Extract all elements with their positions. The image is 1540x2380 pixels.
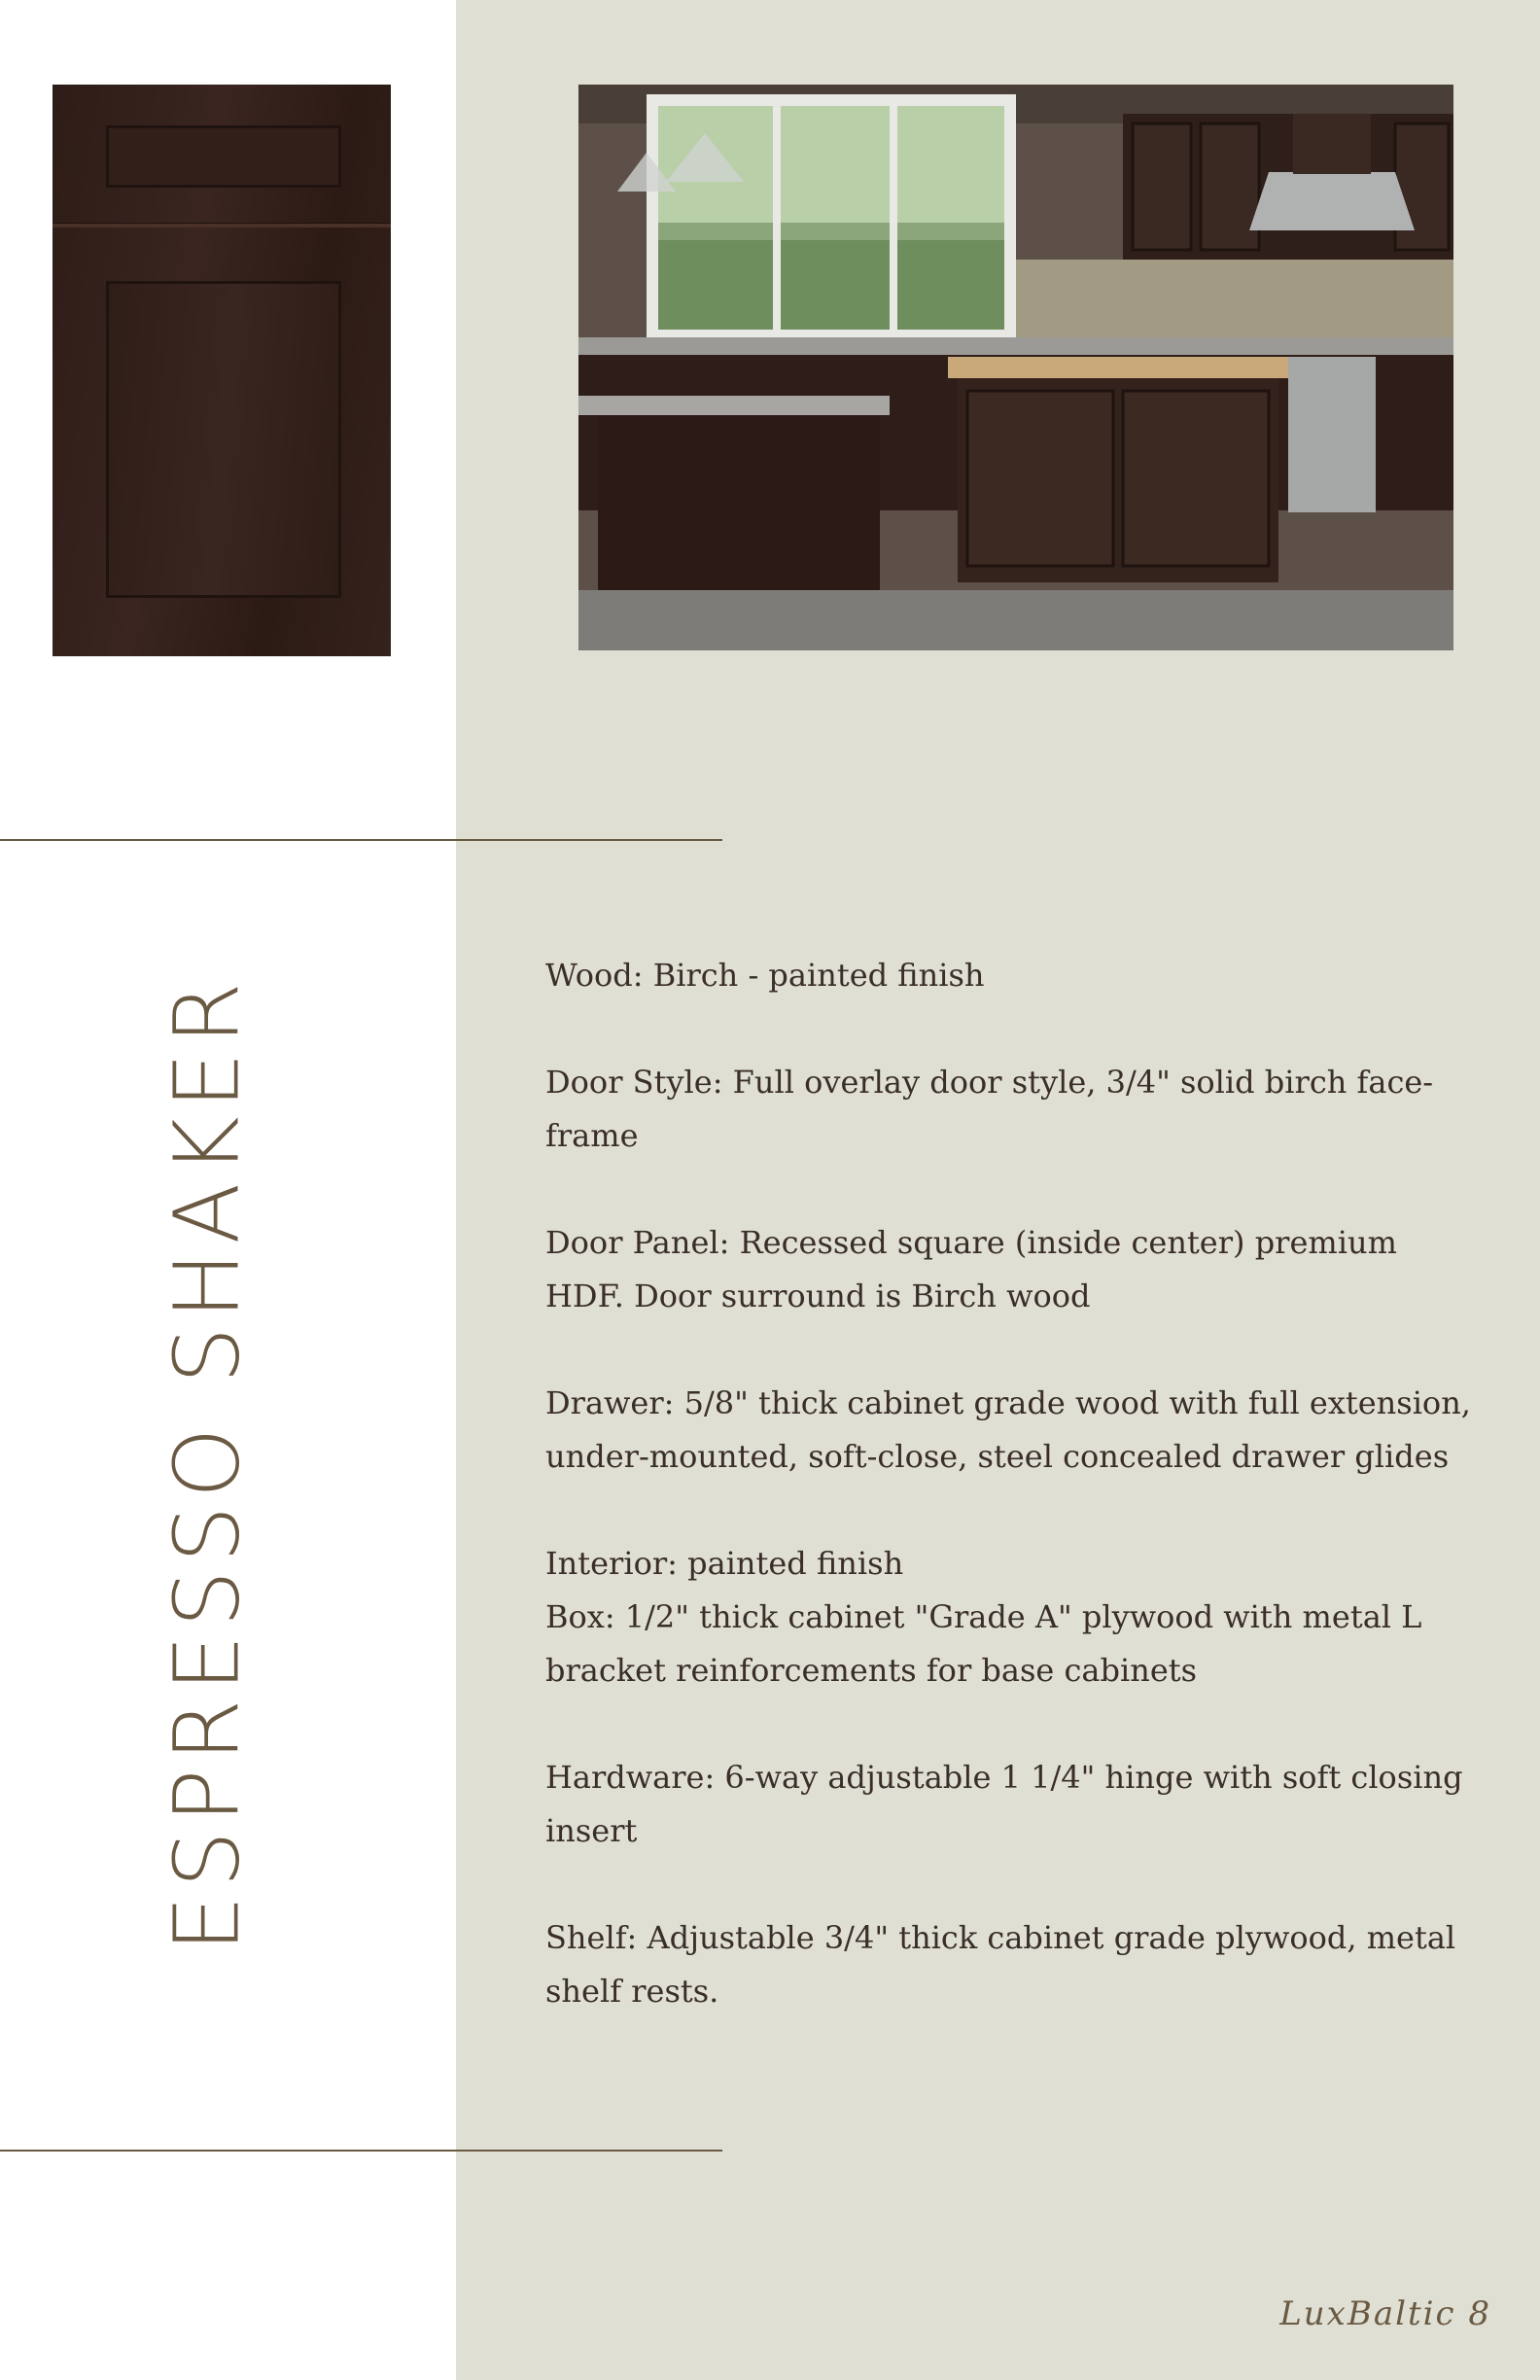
door-drawer-panel — [106, 125, 341, 188]
kitchen-photo — [578, 85, 1453, 650]
spec-list — [545, 949, 1479, 2072]
page-footer: LuxBaltic 8 — [1279, 2294, 1491, 2333]
product-title: ESPRESSO SHAKER — [155, 974, 260, 1952]
spec-door-style: Door Style: Full overlay door style, 3/4" solid birch face-frame — [545, 1064, 1434, 1154]
door-swatch-image — [52, 85, 391, 656]
spec-interior: Interior: painted finish — [545, 1545, 904, 1582]
spec-wood: Wood: Birch - painted finish — [545, 957, 985, 994]
spec-box: Box: 1/2" thick cabinet "Grade A" plywood with metal L bracket reinforcements for base cabinets — [545, 1598, 1422, 1689]
spec-drawer: Drawer: 5/8" thick cabinet grade wood with full extension, under-mounted, soft-close, steel concealed drawer glides — [545, 1384, 1471, 1475]
divider-bottom — [0, 2150, 722, 2152]
spec-hardware: Hardware: 6-way adjustable 1 1/4" hinge with soft closing insert — [545, 1759, 1463, 1849]
door-main-panel — [106, 281, 341, 598]
spec-door-panel: Door Panel: Recessed square (inside center) premium HDF. Door surround is Birch wood — [545, 1224, 1397, 1314]
door-rail — [52, 223, 391, 228]
divider-top — [0, 839, 722, 841]
spec-shelf: Shelf: Adjustable 3/4" thick cabinet grade plywood, metal shelf rests. — [545, 1919, 1456, 2010]
